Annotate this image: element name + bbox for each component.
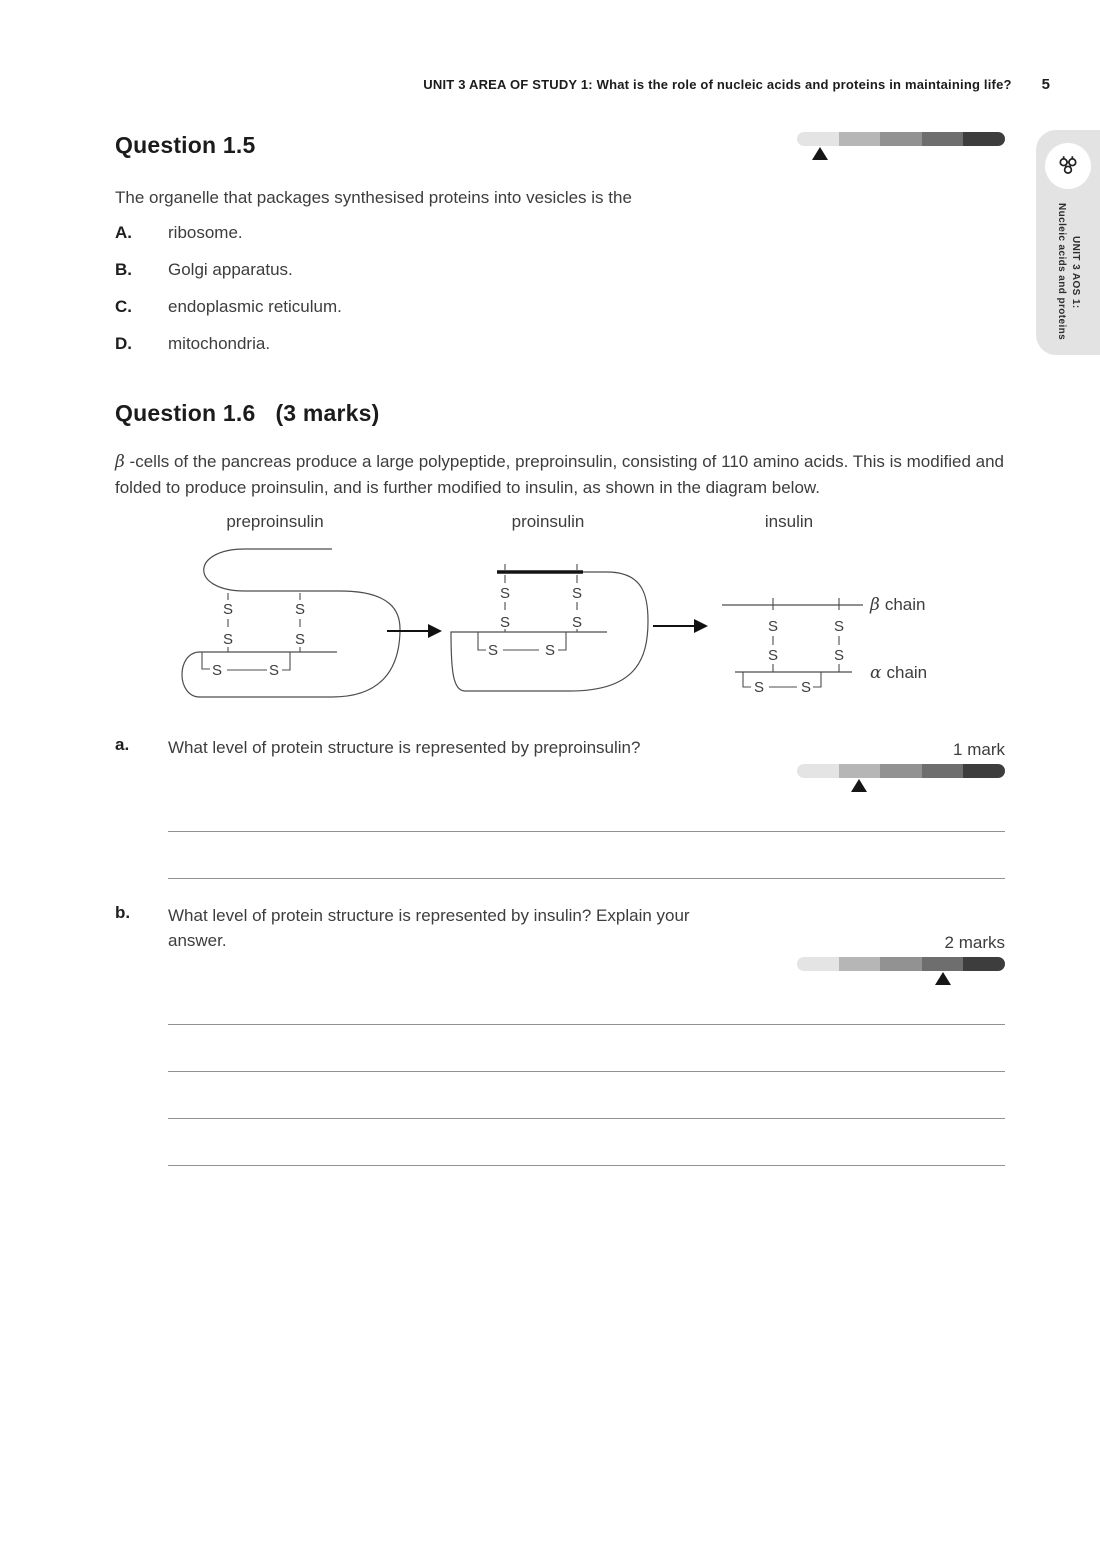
marks-label: 1 mark <box>953 740 1005 759</box>
sulfur-label: S <box>487 642 499 659</box>
answer-line <box>168 1119 1005 1166</box>
option-row-b <box>115 258 1005 282</box>
sulfur-label: S <box>544 642 556 659</box>
side-tab-label-line2: Nucleic acids and proteins <box>1056 203 1067 341</box>
beta-symbol: β <box>870 595 880 615</box>
marks-label: 2 marks <box>944 933 1005 952</box>
answer-line <box>168 995 1005 1025</box>
alpha-symbol: α <box>870 663 882 683</box>
question-1-6-intro-text: -cells of the pancreas produce a large polypeptide, preproinsulin, consisting of 110 amino acids. This is modified and folded to produce proinsulin, and is further modified to insulin, as shown in the diagram below. <box>115 452 1004 497</box>
page-number: 5 <box>1041 76 1050 93</box>
difficulty-marker-icon <box>812 147 828 160</box>
difficulty-bar-segments <box>797 764 1005 778</box>
chain-word: chain <box>884 595 926 614</box>
option-letter: B. <box>115 260 132 279</box>
difficulty-segment <box>797 957 839 971</box>
preproinsulin-structure <box>182 549 400 697</box>
sulfur-label: S <box>499 585 511 602</box>
difficulty-segment <box>797 132 839 146</box>
answer-line <box>168 802 1005 832</box>
difficulty-segment <box>839 764 881 778</box>
difficulty-segment <box>922 132 964 146</box>
question-1-6-intro <box>115 449 1005 501</box>
sulfur-label: S <box>211 662 223 679</box>
arrow-right-icon <box>387 624 442 638</box>
tab-icon-circle <box>1045 143 1091 189</box>
beta-chain-label <box>869 595 925 615</box>
option-letter: D. <box>115 334 132 353</box>
option-letter: A. <box>115 223 132 242</box>
sulfur-label: S <box>833 647 845 664</box>
sulfur-label: S <box>571 585 583 602</box>
option-row-c <box>115 295 1005 319</box>
sulfur-label: S <box>571 614 583 631</box>
beta-symbol: β <box>115 452 125 472</box>
question-1-6-marks: (3 marks) <box>275 400 380 426</box>
answer-lines-a <box>168 802 1005 879</box>
arrow-right-icon <box>653 619 708 633</box>
sulfur-label: S <box>294 601 306 618</box>
side-tab-label <box>1054 197 1082 347</box>
difficulty-segment <box>880 132 922 146</box>
part-b-difficulty-row <box>115 957 1005 987</box>
option-text: endoplasmic reticulum. <box>168 297 342 316</box>
difficulty-segment <box>922 764 964 778</box>
difficulty-segment <box>963 764 1005 778</box>
part-letter: a. <box>115 735 130 754</box>
header-title: UNIT 3 AREA OF STUDY 1: What is the role of nucleic acids and proteins in maintaining life? <box>423 77 1012 92</box>
sulfur-label: S <box>800 679 812 696</box>
question-part-b <box>115 903 1005 1166</box>
sulfur-label: S <box>753 679 765 696</box>
part-b-row <box>115 903 1005 953</box>
difficulty-bar-segments <box>797 957 1005 971</box>
diagram-label-insulin: insulin <box>764 512 814 531</box>
diagram-label-preproinsulin: preproinsulin <box>226 512 324 531</box>
sulfur-label: S <box>268 662 280 679</box>
question-1-5-title: Question 1.5 <box>115 132 256 158</box>
part-letter: b. <box>115 903 131 922</box>
sulfur-label: S <box>767 618 779 635</box>
difficulty-rating-bar <box>797 957 1005 987</box>
part-text: What level of protein structure is represented by insulin? Explain your answer. <box>168 906 690 950</box>
proinsulin-chain <box>451 572 648 691</box>
side-tab-unit3-aos1 <box>1036 130 1100 355</box>
difficulty-segment <box>922 957 964 971</box>
answer-line <box>168 832 1005 879</box>
difficulty-segment <box>963 957 1005 971</box>
page-header <box>115 76 1050 93</box>
difficulty-segment <box>839 957 881 971</box>
chain-word: chain <box>886 663 928 682</box>
part-a-row <box>115 735 1005 760</box>
difficulty-segment <box>839 132 881 146</box>
sulfur-label: S <box>833 618 845 635</box>
question-1-6-header <box>115 400 1005 427</box>
proinsulin-structure <box>451 564 648 691</box>
sulfur-label: S <box>222 631 234 648</box>
option-row-a <box>115 221 1005 245</box>
difficulty-rating-bar <box>797 764 1005 794</box>
question-part-a <box>115 735 1005 879</box>
question-1-6-title <box>115 400 380 427</box>
side-tab-label-line1: UNIT 3 AOS 1: <box>1070 235 1081 309</box>
option-text: Golgi apparatus. <box>168 260 293 279</box>
part-a-difficulty-row <box>115 764 1005 794</box>
sulfur-label: S <box>499 614 511 631</box>
diagram-label-proinsulin: proinsulin <box>511 512 585 531</box>
sulfur-label: S <box>222 601 234 618</box>
option-text: mitochondria. <box>168 334 271 353</box>
part-text: What level of protein structure is represented by preproinsulin? <box>168 738 641 757</box>
difficulty-bar-segments <box>797 132 1005 146</box>
question-1-5-header <box>115 132 1005 162</box>
main-content <box>115 118 1005 1166</box>
option-row-d <box>115 332 1005 356</box>
answer-line <box>168 1072 1005 1119</box>
answer-lines-b <box>168 995 1005 1166</box>
difficulty-marker-icon <box>935 972 951 985</box>
difficulty-segment <box>880 957 922 971</box>
insulin-formation-diagram <box>170 509 1020 719</box>
option-text: ribosome. <box>168 223 243 242</box>
option-letter: C. <box>115 297 132 316</box>
question-1-5-prompt: The organelle that packages synthesised proteins into vesicles is the <box>115 188 632 207</box>
alpha-chain-label <box>870 663 927 683</box>
difficulty-marker-icon <box>851 779 867 792</box>
answer-line <box>168 1025 1005 1072</box>
sulfur-label: S <box>767 647 779 664</box>
difficulty-segment <box>797 764 839 778</box>
molecule-icon <box>1055 153 1081 179</box>
sulfur-label: S <box>294 631 306 648</box>
difficulty-rating-bar <box>797 132 1005 162</box>
insulin-structure <box>722 595 927 696</box>
question-1-6-title-text: Question 1.6 <box>115 400 256 426</box>
difficulty-segment <box>880 764 922 778</box>
difficulty-segment <box>963 132 1005 146</box>
